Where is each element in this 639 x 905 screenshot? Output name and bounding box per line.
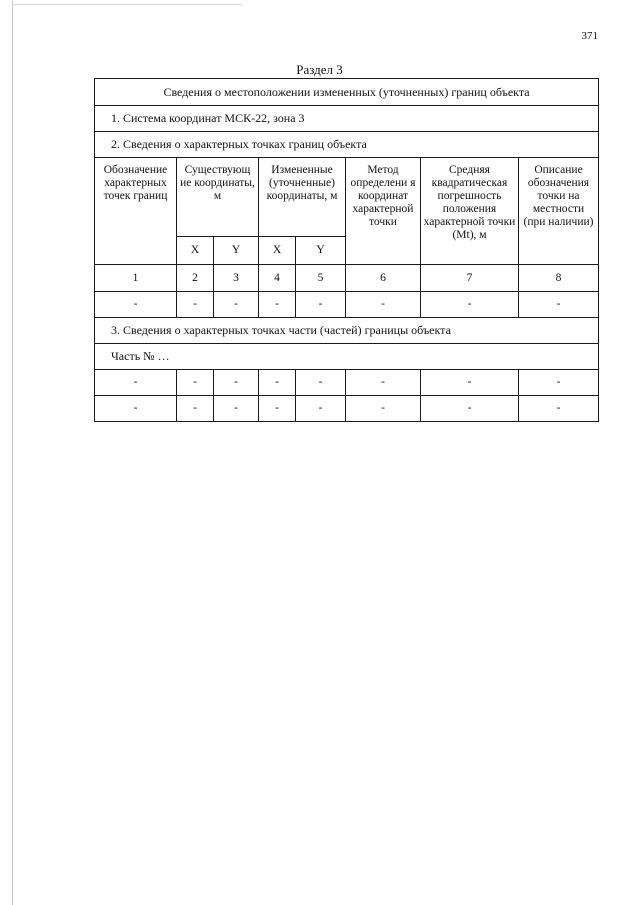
column-number: 4 <box>259 265 296 292</box>
header-mean-error: Средняя квадратическая погрешность положения характерной точки (Mt), м <box>421 158 519 265</box>
header-changed-y: Y <box>296 237 346 265</box>
table-cell: - <box>177 396 214 422</box>
column-number-row <box>95 265 599 292</box>
table-cell: - <box>214 292 259 318</box>
column-number: 5 <box>296 265 346 292</box>
column-number: 7 <box>421 265 519 292</box>
part-number-row: Часть № … <box>95 344 599 370</box>
header-existing-coords: Существующ ие координаты, м <box>177 158 259 237</box>
table-cell: - <box>346 292 421 318</box>
page-edge-line <box>12 0 13 905</box>
table-row <box>95 396 599 422</box>
table-cell: - <box>95 396 177 422</box>
table-cell: - <box>296 396 346 422</box>
part-points-section-row: 3. Сведения о характерных точках части (частей) границы объекта <box>95 318 599 344</box>
header-changed-x: X <box>259 237 296 265</box>
column-number: 3 <box>214 265 259 292</box>
table-cell: - <box>259 292 296 318</box>
coordinate-system-row: 1. Система координат МСК-22, зона 3 <box>95 106 599 132</box>
header-existing-x: X <box>177 237 214 265</box>
table-row <box>95 292 599 318</box>
table-title: Сведения о местоположении измененных (уточненных) границ объекта <box>95 79 599 106</box>
column-number: 2 <box>177 265 214 292</box>
table-cell: - <box>296 370 346 396</box>
table-row <box>95 370 599 396</box>
points-section-row: 2. Сведения о характерных точках границ объекта <box>95 132 599 158</box>
table-cell: - <box>259 396 296 422</box>
page-number: 371 <box>581 30 598 42</box>
table-cell: - <box>259 370 296 396</box>
header-description: Описание обозначения точки на местности (при наличии) <box>519 158 599 265</box>
table-cell: - <box>519 370 599 396</box>
section-title: Раздел 3 <box>296 62 343 77</box>
table-cell: - <box>177 292 214 318</box>
table-cell: - <box>519 396 599 422</box>
header-existing-y: Y <box>214 237 259 265</box>
table-cell: - <box>296 292 346 318</box>
table-cell: - <box>95 370 177 396</box>
header-changed-coords: Измененные (уточненные) координаты, м <box>259 158 346 237</box>
column-number: 1 <box>95 265 177 292</box>
table-cell: - <box>421 370 519 396</box>
header-method: Метод определени я координат характерной точки <box>346 158 421 265</box>
table-cell: - <box>421 396 519 422</box>
table-cell: - <box>519 292 599 318</box>
table-cell: - <box>346 370 421 396</box>
table-cell: - <box>421 292 519 318</box>
scan-top-line <box>12 4 242 5</box>
table-cell: - <box>177 370 214 396</box>
table-cell: - <box>346 396 421 422</box>
table-cell: - <box>95 292 177 318</box>
column-number: 6 <box>346 265 421 292</box>
boundary-table <box>94 78 599 422</box>
header-point-designation: Обозначение характерных точек границ <box>95 158 177 265</box>
table-cell: - <box>214 396 259 422</box>
table-cell: - <box>214 370 259 396</box>
column-number: 8 <box>519 265 599 292</box>
